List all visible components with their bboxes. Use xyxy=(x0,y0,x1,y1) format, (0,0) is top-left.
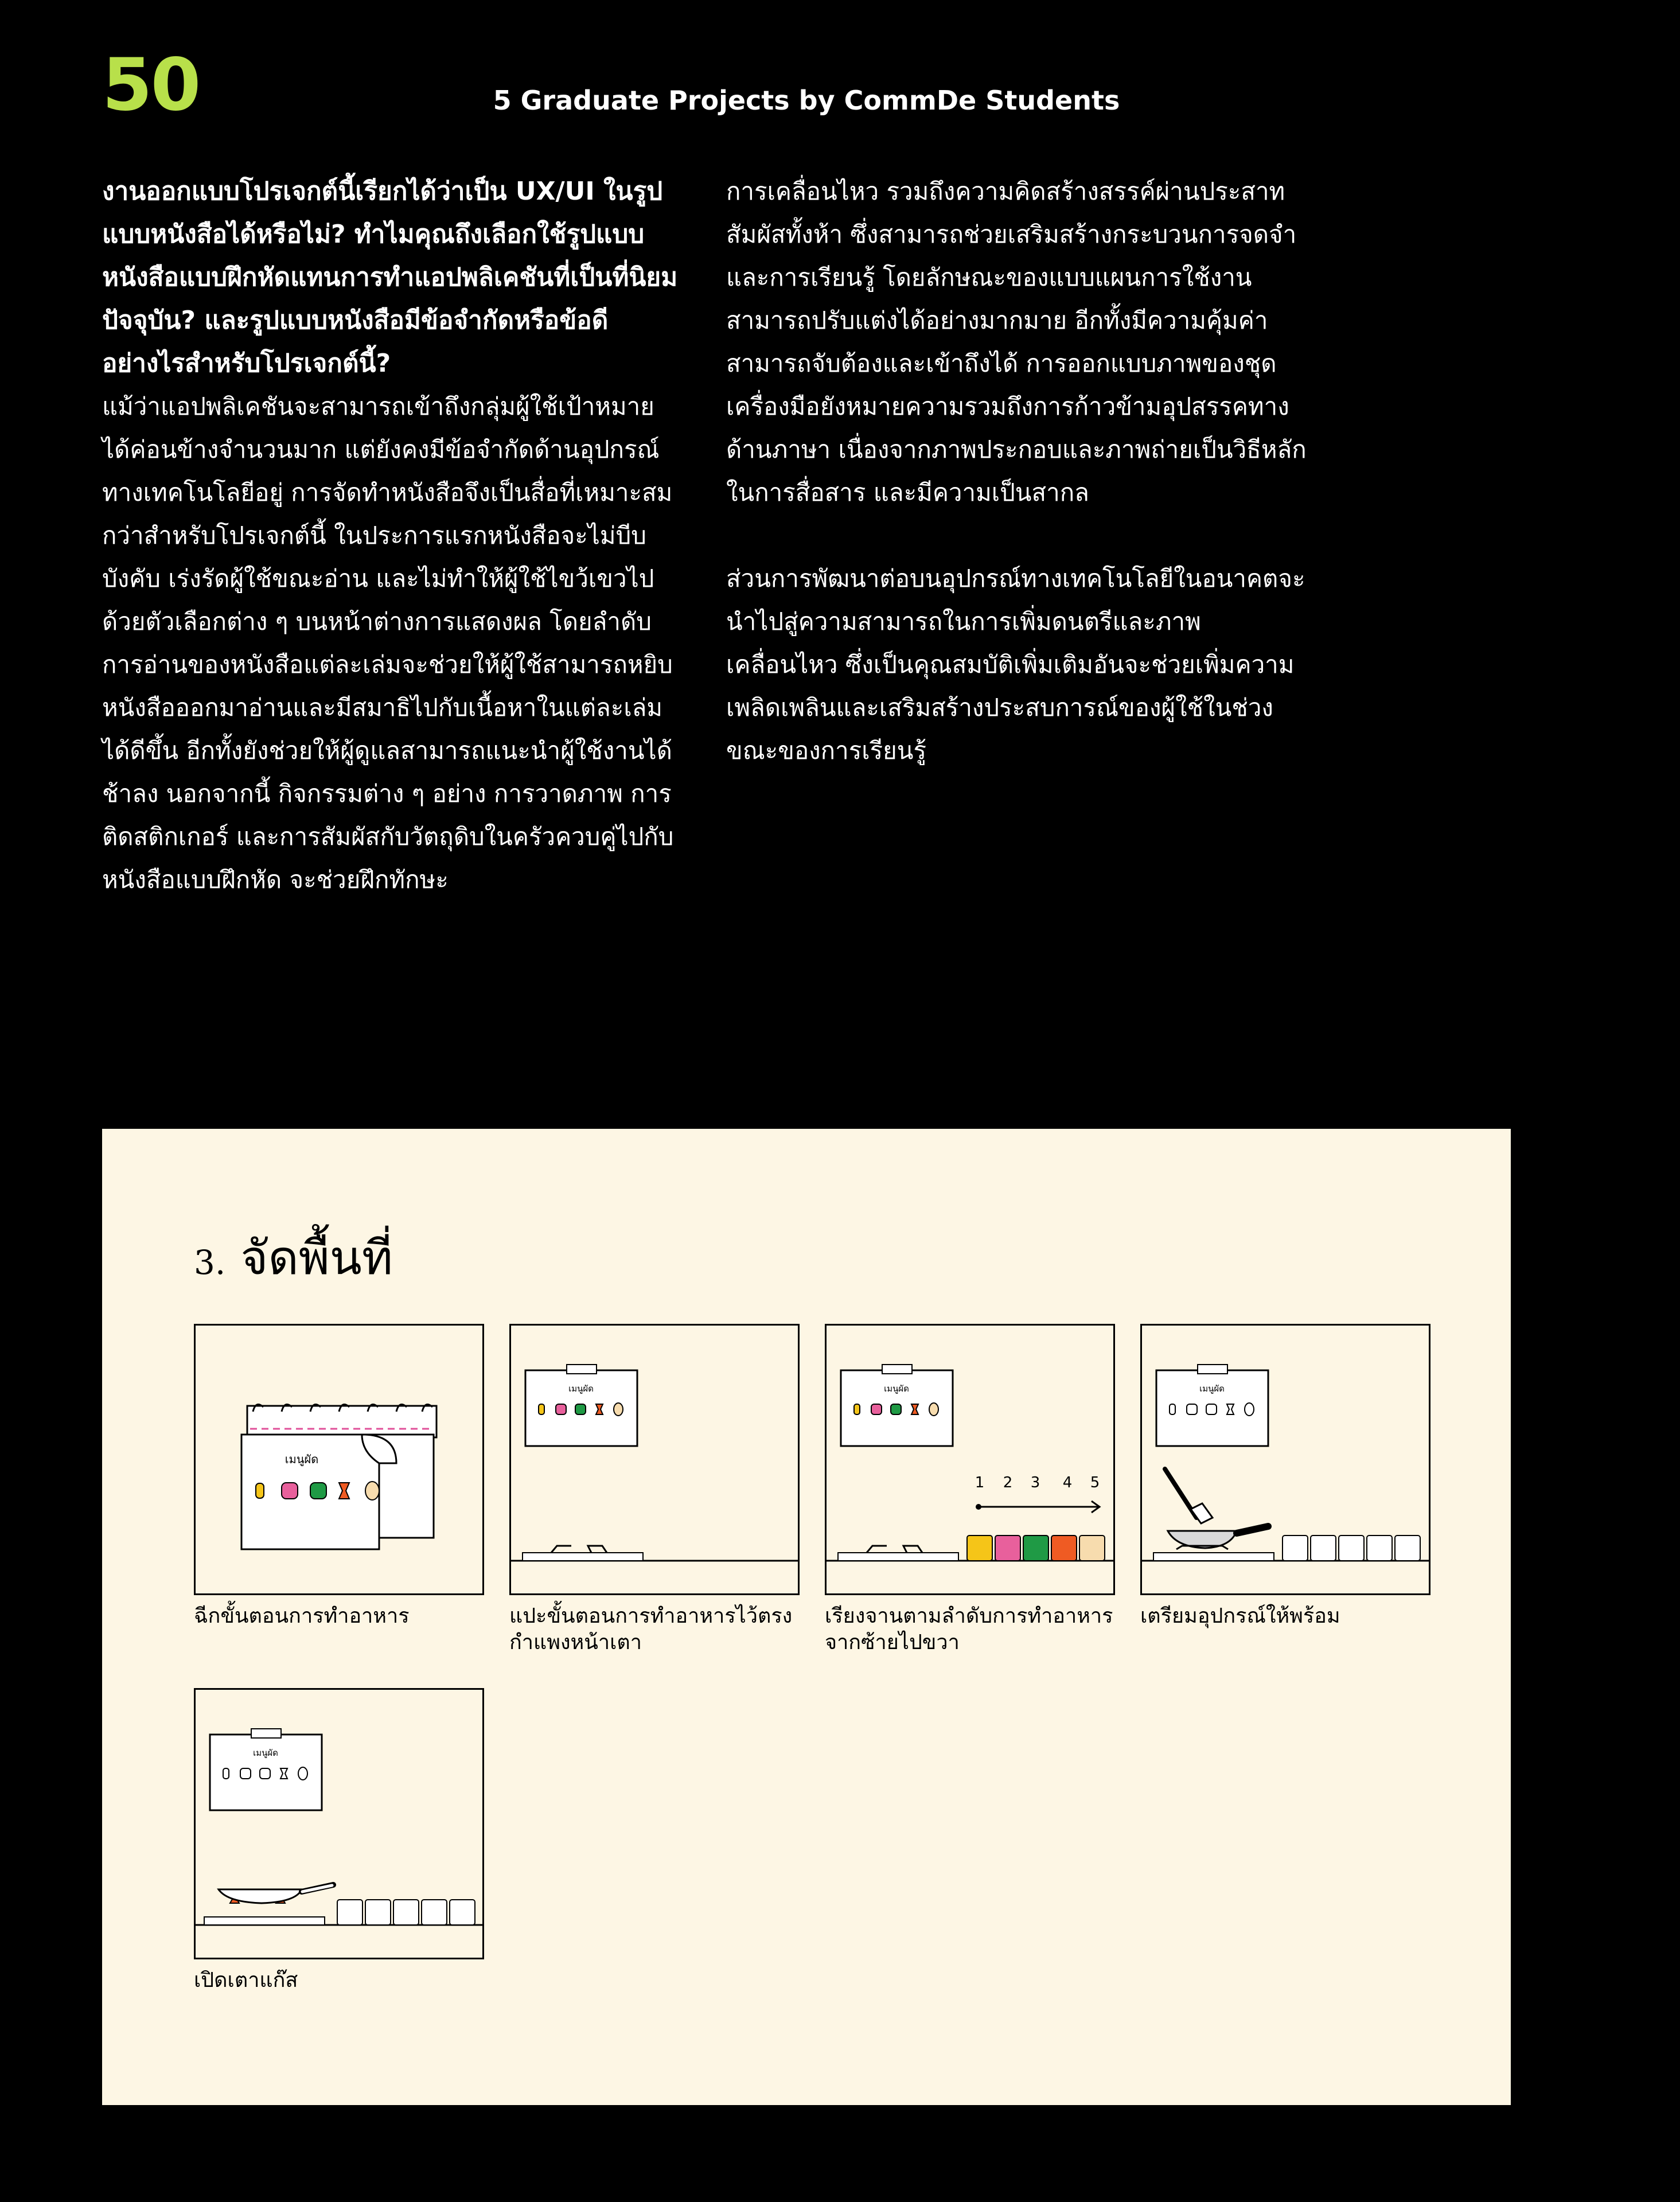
answer-paragraph-continued: การเคลื่อนไหว รวมถึงความคิดสร้างสรรค์ผ่านประสาทสัมผัสทั้งห้า ซึ่งสามารถช่วยเสริมสร้างกระบวนการจดจำและการเรียนรู้ โดยลักษณะของแบบแผนการใช้งานสามารถปรับแต่งได้อย่างมากมาย อีกทั้งมีความคุ้มค่า สามารถจับต้องและเข้าถึงได้ การออกแบบภาพของชุดเครื่องมือยังหมายความรวมถึงการก้าวข้ามอุปสรรคทางด้านภาษา เนื่องจากภาพประกอบและภาพถ่ายเป็นวิธีหลักในการสื่อสาร และมีความเป็นสากล xyxy=(726,177,1307,506)
plate-green xyxy=(1023,1535,1048,1561)
plate-pink xyxy=(995,1535,1020,1561)
step-card xyxy=(194,1324,483,1630)
step-caption: แปะขั้นตอนการทำอาหารไว้ตรงกำแพงหน้าเตา xyxy=(509,1604,793,1654)
menu-card-label: เมนูผัด xyxy=(1199,1383,1225,1394)
interview-question: งานออกแบบโปรเจกต์นี้เรียกได้ว่าเป็น UX/UI ในรูปแบบหนังสือได้หรือไม่? ทำไมคุณถึงเลือกใช้รูปแบบหนังสือแบบฝึกหัดแทนการทำแอปพลิเคชันที่เป็นที่นิยมปัจจุบัน? และรูปแบบหนังสือมีข้อจำกัดหรือข้อดีอย่างไรสำหรับโปรเจกต์นี้? xyxy=(102,177,678,378)
section-title: จัดพื้นที่ xyxy=(240,1231,393,1285)
illustration-panel xyxy=(102,1129,1511,2105)
sequence-number: 4 xyxy=(1062,1474,1073,1491)
menu-card-label: เมนูผัด xyxy=(568,1383,594,1394)
plate-yellow xyxy=(967,1535,992,1561)
menu-card-label: เมนูผัด xyxy=(253,1748,278,1758)
step-illustration xyxy=(1140,1324,1430,1595)
sequence-number: 2 xyxy=(1003,1474,1013,1491)
step-card xyxy=(509,1324,798,1656)
section-number: 3. xyxy=(194,1243,226,1282)
menu-on-wall-drawing xyxy=(511,1326,798,1593)
sequence-number: 5 xyxy=(1090,1474,1100,1491)
step-caption: เปิดเตาแก๊ส xyxy=(194,1969,298,1992)
article-right-column xyxy=(726,170,1311,772)
plate-cream xyxy=(1079,1535,1105,1561)
prepare-tools-drawing xyxy=(1142,1326,1429,1593)
answer-paragraph: แม้ว่าแอปพลิเคชันจะสามารถเข้าถึงกลุ่มผู้ใช้เป้าหมายได้ค่อนข้างจำนวนมาก แต่ยังคงมีข้อจำกัดด้านอุปกรณ์ทางเทคโนโลยีอยู่ การจัดทำหนังสือจึงเป็นสื่อที่เหมาะสมกว่าสำหรับโปรเจกต์นี้ ในประการแรกหนังสือจะไม่บีบบังคับ เร่งรัดผู้ใช้ขณะอ่าน และไม่ทำให้ผู้ใช้ไขว้เขวไปด้วยตัวเลือกต่าง ๆ บนหน้าต่างการแสดงผล โดยลำดับการอ่านของหนังสือแต่ละเล่มจะช่วยให้ผู้ใช้สามารถหยิบหนังสือออกมาอ่านและมีสมาธิไปกับเนื้อหาในแต่ละเล่มได้ดีขึ้น อีกทั้งยังช่วยให้ผู้ดูแลสามารถแนะนำผู้ใช้งานได้ช้าลง นอกจากนี้ กิจกรรมต่าง ๆ อย่าง การวาดภาพ การติดสติกเกอร์ และการสัมผัสกับวัตถุดิบในครัวควบคู่ไปกับหนังสือแบบฝึกหัด จะช่วยฝึกทักษะ xyxy=(102,392,674,894)
running-title: 5 Graduate Projects by CommDe Students xyxy=(493,85,1120,116)
section-heading xyxy=(194,1231,393,1285)
page-number: 50 xyxy=(102,42,200,127)
step-illustration xyxy=(194,1324,484,1595)
article-left-column xyxy=(102,170,681,901)
step-illustration xyxy=(825,1324,1115,1595)
step-illustration xyxy=(194,1688,484,1959)
tear-menu-book-drawing xyxy=(196,1326,482,1593)
step-caption: เตรียมอุปกรณ์ให้พร้อม xyxy=(1140,1604,1340,1628)
step-card xyxy=(194,1688,483,1994)
step-illustration xyxy=(509,1324,800,1595)
plate-orange xyxy=(1051,1535,1077,1561)
sequence-number: 1 xyxy=(975,1474,985,1491)
menu-card-label: เมนูผัด xyxy=(884,1383,909,1394)
step-caption: ฉีกขั้นตอนการทำอาหาร xyxy=(194,1604,410,1628)
menu-card-label: เมนูผัด xyxy=(284,1452,319,1466)
turn-on-gas-stove-drawing xyxy=(196,1690,482,1958)
step-card xyxy=(1140,1324,1429,1630)
answer-paragraph-future: ส่วนการพัฒนาต่อบนอุปกรณ์ทางเทคโนโลยีในอนาคตจะนำไปสู่ความสามารถในการเพิ่มดนตรีและภาพเคลื่อนไหว ซึ่งเป็นคุณสมบัติเพิ่มเติมอันจะช่วยเพิ่มความเพลิดเพลินและเสริมสร้างประสบการณ์ของผู้ใช้ในช่วงขณะของการเรียนรู้ xyxy=(726,564,1305,765)
step-caption: เรียงจานตามลำดับการทำอาหารจากซ้ายไปขวา xyxy=(825,1604,1113,1654)
arrange-plates-drawing xyxy=(827,1326,1113,1593)
step-card xyxy=(825,1324,1114,1656)
sequence-number: 3 xyxy=(1030,1474,1040,1491)
